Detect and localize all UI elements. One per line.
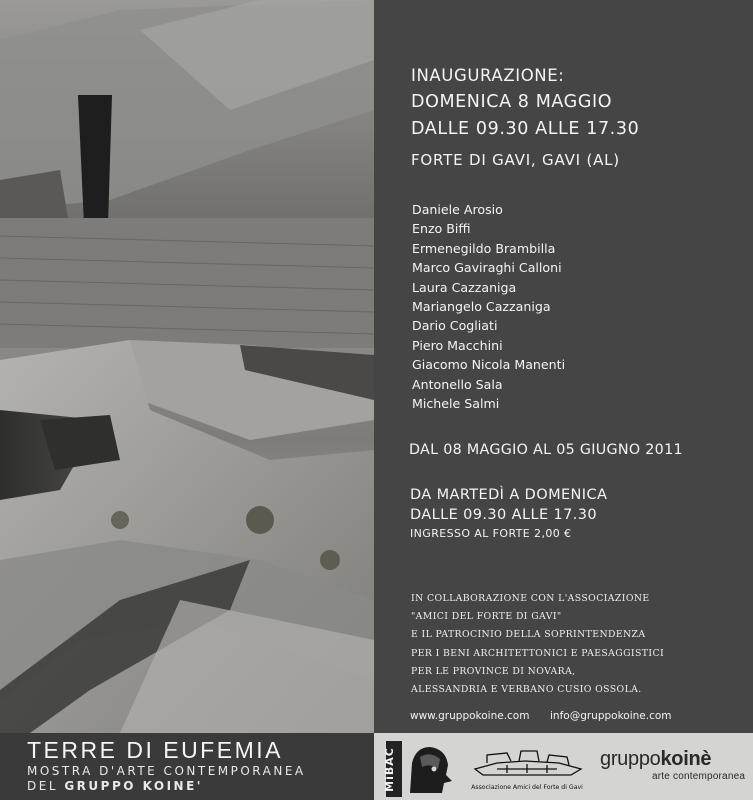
artists-list [412, 200, 565, 413]
exhibition-title: TERRE DI EUFEMIA [27, 737, 283, 763]
inauguration-date: DOMENICA 8 MAGGIO [411, 92, 613, 112]
collaboration-line: ALESSANDRIA E VERBANO CUSIO OSSOLA. [411, 684, 642, 696]
fortress-outline-icon [467, 741, 587, 785]
collaboration-line: "AMICI DEL FORTE DI GAVI" [411, 611, 562, 623]
website-link[interactable]: www.gruppokoine.com [410, 710, 530, 722]
artist-name: Marco Gaviraghi Calloni [412, 260, 562, 276]
artist-name: Antonello Sala [412, 376, 503, 392]
artist-name: Mariangelo Cazzaniga [412, 299, 551, 315]
collaboration-line: PER LE PROVINCE DI NOVARA, [411, 665, 576, 677]
artist-name: Piero Macchini [412, 337, 503, 353]
location: FORTE DI GAVI, GAVI (AL) [411, 151, 620, 169]
opening-days: DA MARTEDÌ A DOMENICA [410, 487, 608, 503]
group-name: GRUPPO KOINE' [64, 779, 203, 793]
fortress-wall-photo [0, 0, 374, 733]
gruppo-koine-logo [596, 748, 746, 793]
opening-hours: DALLE 09.30 ALLE 17.30 [410, 507, 598, 523]
koine-logo-bold: koinè [660, 748, 712, 770]
collaboration-notice [411, 590, 664, 699]
artist-name: Michele Salmi [412, 396, 500, 412]
exhibition-period: DAL 08 MAGGIO AL 05 GIUGNO 2011 [409, 442, 683, 458]
artist-name: Dario Cogliati [412, 318, 498, 334]
collaboration-line: IN COLLABORAZIONE CON L'ASSOCIAZIONE [411, 593, 650, 604]
association-logo [467, 741, 587, 797]
artist-name: Laura Cazzaniga [412, 279, 517, 295]
inauguration-hours: DALLE 09.30 ALLE 17.30 [411, 119, 640, 139]
email-link[interactable]: info@gruppokoine.com [550, 710, 672, 722]
association-label: Associazione Amici del Forte di Gavi [471, 784, 583, 791]
ticket-price: INGRESSO AL FORTE 2,00 € [410, 527, 572, 540]
info-panel [374, 0, 753, 733]
artist-name: Daniele Arosio [412, 202, 503, 217]
collaboration-line: PER I BENI ARCHITETTONICI E PAESAGGISTICI [411, 647, 665, 659]
inauguration-label: INAUGURAZIONE: [411, 66, 565, 85]
artist-name: Enzo Biffi [412, 221, 471, 237]
mibac-label: MiBAC [382, 747, 396, 792]
koine-logo-light: gruppo [600, 748, 661, 770]
footer-logos-bar [374, 733, 753, 800]
exhibition-group [27, 779, 203, 793]
group-prefix: DEL [27, 779, 65, 793]
artist-name: Giacomo Nicola Manenti [412, 357, 566, 373]
koine-tagline: arte contemporanea [652, 771, 746, 782]
exhibition-subtitle: MOSTRA D'ARTE CONTEMPORANEA [27, 764, 306, 778]
artist-name: Ermenegildo Brambilla [412, 240, 556, 256]
mibac-logo [382, 741, 458, 797]
mibac-head-icon [386, 741, 458, 797]
collaboration-line: E IL PATROCINIO DELLA SOPRINTENDENZA [411, 629, 646, 641]
rock-wall-illustration [0, 0, 374, 733]
